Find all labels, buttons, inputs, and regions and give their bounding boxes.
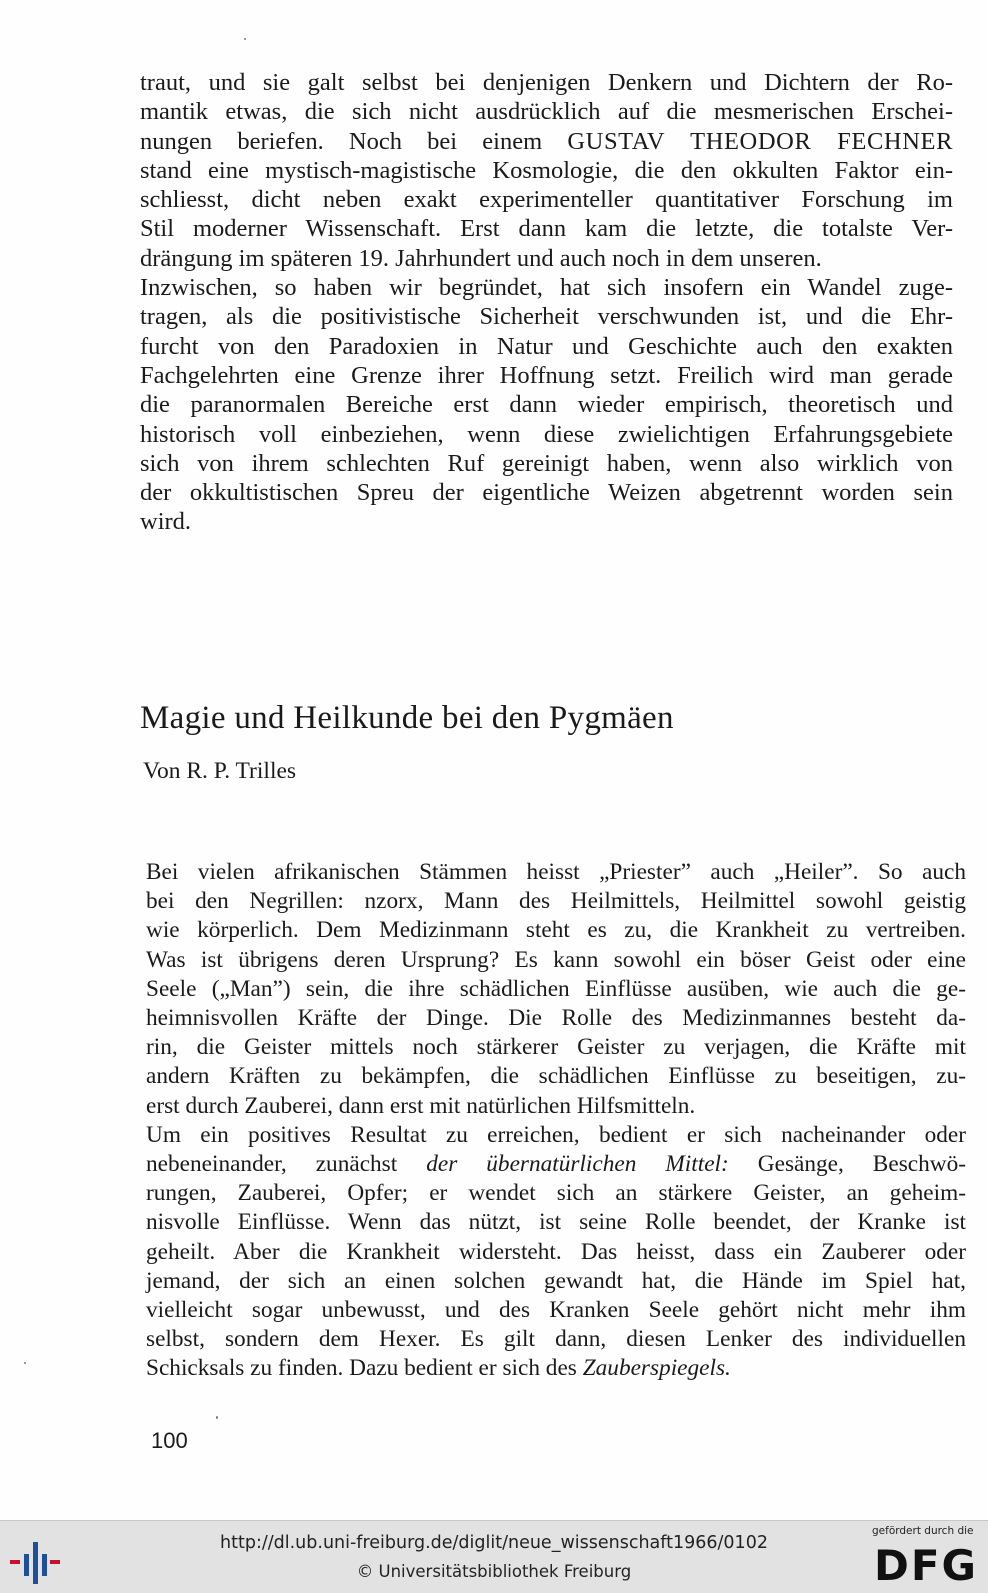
text-line: furcht von den Paradoxien in Natur und Geschichte auch den exakten [140, 332, 953, 360]
scan-speck [244, 38, 246, 40]
text-line: stand eine mystisch-magistische Kosmologie, die den okkulten Faktor ein- [140, 156, 953, 184]
text-line: Inzwischen, so haben wir begründet, hat sich insofern ein Wandel zuge- [140, 274, 953, 302]
text-line: tragen, als die positivistische Sicherheit verschwunden ist, und die Ehr- [140, 303, 953, 331]
text-line: wie körperlich. Dem Medizinmann steht es zu, die Krankheit zu vertreiben. [146, 917, 966, 944]
text-line: Um ein positives Resultat zu erreichen, bedient er sich nacheinander oder [146, 1121, 966, 1148]
text-line: geheilt. Aber die Krankheit widersteht. Das heisst, dass ein Zauberer oder [146, 1238, 966, 1265]
text-line: rin, die Geister mittels noch stärkerer Geister zu verjagen, die Kräfte mit [146, 1034, 966, 1061]
text-line: heimnisvollen Kräfte der Dinge. Die Rolle des Medizinmannes besteht da- [146, 1005, 966, 1032]
text-line: die paranormalen Bereiche erst dann wieder empirisch, theoretisch und [140, 391, 953, 419]
dfg-logo-text: DFG [873, 1541, 979, 1586]
text-line: schliesst, dicht neben exakt experimenteller quantitativer Forschung im [140, 186, 953, 214]
text-line: traut, und sie galt selbst bei denjenigen Denkern und Dichtern der Ro- [140, 69, 953, 96]
article-author: Von R. P. Trilles [143, 758, 297, 784]
text-line: sich von ihrem schlechten Ruf gereinigt haben, wenn also wirklich von [140, 449, 953, 477]
paragraph-continuation [140, 68, 953, 537]
text-line: Bei vielen afrikanischen Stämmen heisst „Priester” auch „Heiler”. So auch [146, 859, 966, 885]
text-line: drängung im späteren 19. Jahrhundert und auch noch in dem unseren. [140, 244, 822, 272]
text-line: Fachgelehrten eine Grenze ihrer Hoffnung setzt. Freilich wird man gerade [140, 361, 953, 389]
author-name-caps: GUSTAV THEODOR FECHNER [567, 127, 954, 155]
article-title: Magie und Heilkunde bei den Pygmäen [140, 700, 674, 736]
footer-bar [0, 1520, 988, 1593]
text-line: erst durch Zauberei, dann erst mit natürlichen Hilfsmitteln. [146, 1092, 696, 1119]
text-line: rungen, Zauberei, Opfer; er wendet sich an stärkere Geister, an geheim- [146, 1180, 966, 1207]
text-line: historisch voll einbeziehen, wenn diese zwielichtigen Erfahrungsgebiete [140, 420, 953, 448]
text-line: nebeneinander, zunächst der übernatürlichen Mittel: Gesänge, Beschwö- [146, 1151, 966, 1178]
page-number: 100 [151, 1428, 188, 1453]
text-line: bei den Negrillen: nzorx, Mann des Heilmittels, Heilmittel sowohl geistig [146, 888, 966, 915]
funding-label: gefördert durch die [872, 1525, 974, 1537]
text-line: selbst, sondern dem Hexer. Es gilt dann, diesen Lenker des individuellen [146, 1326, 966, 1353]
text-line: mantik etwas, die sich nicht ausdrücklich auf die mesmerischen Erschei- [140, 98, 953, 126]
text-line: nisvolle Einflüsse. Wenn das nützt, ist seine Rolle beendet, der Kranke ist [146, 1209, 966, 1236]
permalink-link[interactable]: http://dl.ub.uni-freiburg.de/diglit/neue_wissenschaft1966/0102 [220, 1533, 768, 1553]
text-line: Seele („Man”) sein, die ihre schädlichen Einflüsse ausüben, wie auch die ge- [146, 975, 966, 1002]
text-line: Schicksals zu finden. Dazu bedient er sich des Zauberspiegels. [146, 1355, 731, 1382]
scan-speck [24, 1362, 26, 1364]
article-body [146, 858, 966, 1384]
text-line: andern Kräften zu bekämpfen, die schädlichen Einflüsse zu beseitigen, zu- [146, 1063, 966, 1090]
copyright-notice: © Universitätsbibliothek Freiburg [356, 1562, 632, 1581]
scan-speck [216, 1416, 218, 1419]
text-line: nungen beriefen. Noch bei einem GUSTAV THEODOR FECHNER [140, 127, 954, 155]
text-line: Stil moderner Wissenschaft. Erst dann kam die letzte, die totalste Ver- [140, 215, 953, 243]
text-line: vielleicht sogar unbewusst, und des Kranken Seele gehört nicht mehr ihm [146, 1297, 966, 1324]
text-line: jemand, der sich an einen solchen gewandt hat, die Hände im Spiel hat, [146, 1267, 966, 1294]
text-line: Was ist übrigens deren Ursprung? Es kann sowohl ein böser Geist oder eine [146, 946, 966, 973]
italic-phrase: der übernatürlichen Mittel: [426, 1151, 729, 1178]
text-line: der okkultistischen Spreu der eigentliche Weizen abgetrennt worden sein [140, 479, 953, 507]
text-line: wird. [140, 508, 192, 536]
italic-phrase: Zauberspiegels. [582, 1355, 731, 1382]
dfg-logo-icon [872, 1540, 980, 1586]
